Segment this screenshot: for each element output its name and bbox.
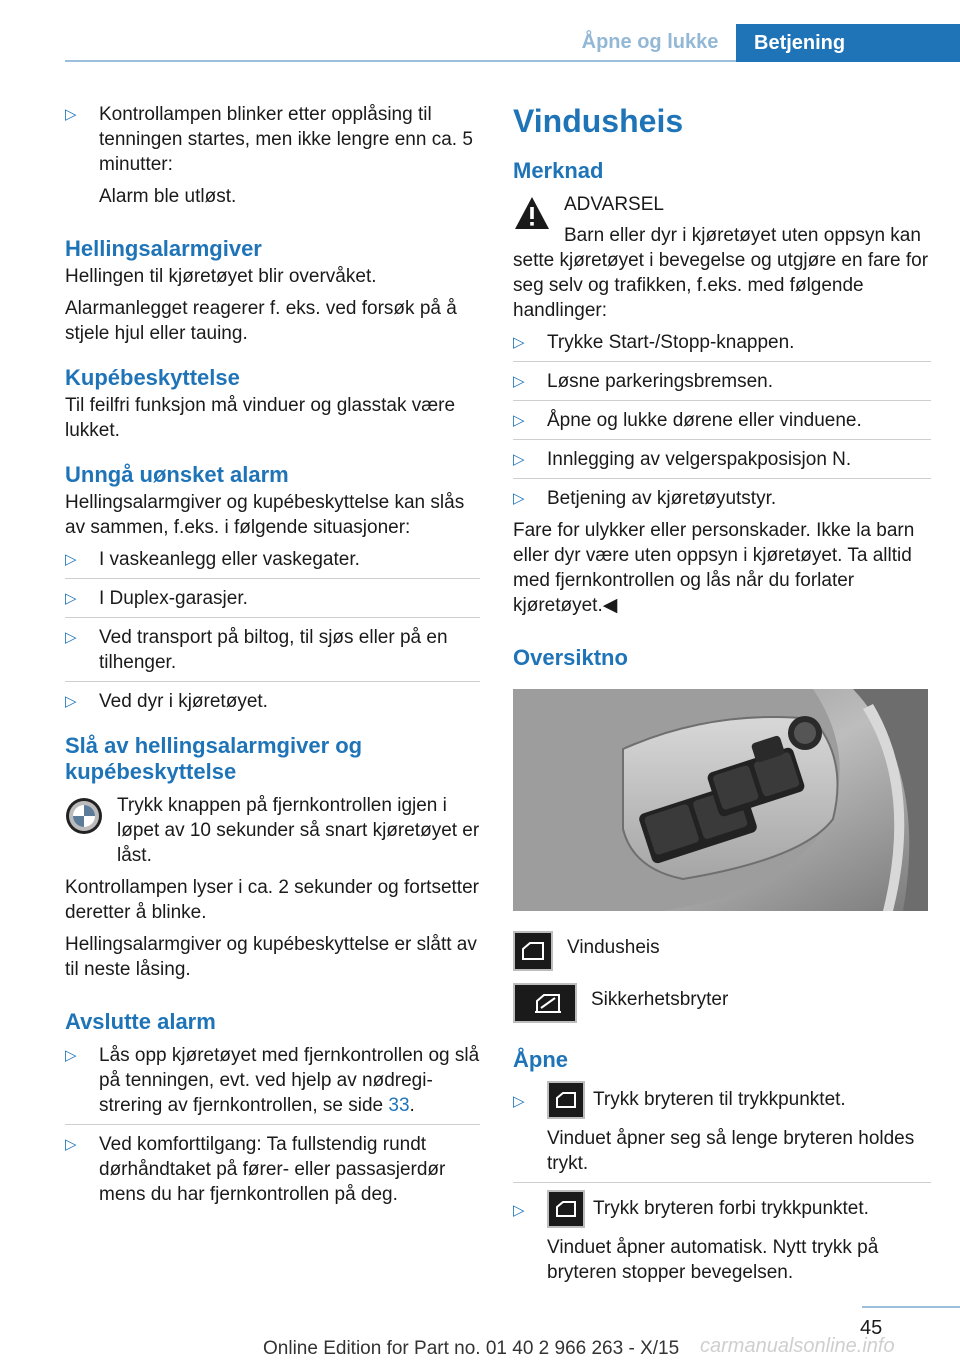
- paragraph: Hellingsalarmgiver og kupébeskyttelse er slått av til neste låsing.: [65, 934, 477, 980]
- triangle-bullet-icon: ▷: [65, 590, 77, 607]
- list-item: [65, 1043, 480, 1125]
- list-item-text: Kontrollampen blinker etter opplåsing til tenningen startes, men ikke lengre enn ca. 5 minutter:: [99, 104, 473, 175]
- door-switch-photo: [513, 689, 928, 911]
- list-item-sub: Vinduet åpner seg så lenge bryteren holdes trykt.: [547, 1128, 915, 1174]
- triangle-bullet-icon: ▷: [65, 629, 77, 646]
- avoid-list: [65, 547, 480, 714]
- window-lift-title: Vindusheis: [513, 103, 684, 139]
- list-item-text: I vaskeanlegg eller vaskegater.: [99, 549, 360, 570]
- list-item-text: Lås opp kjøretøyet med fjernkontrollen og slå på tenningen, evt. ved hjelp av nødregistrering av fjernkontrollen, se side: [99, 1045, 480, 1116]
- list-item: [513, 447, 931, 479]
- list-item-text: Ved dyr i kjøretøyet.: [99, 691, 268, 712]
- footer-rule: [862, 1306, 960, 1308]
- logo-paragraph: [65, 793, 480, 868]
- list-item: [65, 586, 480, 618]
- triangle-bullet-icon: ▷: [513, 334, 525, 351]
- watermark: carmanualsonline.info: [700, 1335, 895, 1357]
- list-item: [513, 486, 931, 511]
- page-number: 45: [860, 1317, 883, 1339]
- warning-list: [513, 330, 931, 511]
- window-open-icon: [547, 1081, 585, 1119]
- paragraph: Hellingen til kjøretøyet blir overvåket.: [65, 266, 377, 287]
- list-item-text: Trykk bryteren til trykkpunktet.: [593, 1089, 846, 1111]
- triangle-bullet-icon: ▷: [513, 451, 525, 468]
- left-column: [65, 102, 480, 1214]
- bmw-logo-icon: [65, 797, 103, 835]
- header-chapter-tab[interactable]: Betjening: [736, 24, 960, 62]
- list-item: [513, 1081, 931, 1183]
- end-alarm-list: [65, 1043, 480, 1207]
- list-item-text: I Duplex-garasjer.: [99, 588, 248, 609]
- list-item-text: Åpne og lukke dørene eller vinduene.: [547, 410, 862, 431]
- list-item-sub: Alarm ble utløst.: [99, 186, 237, 207]
- list-item: [65, 102, 480, 209]
- triangle-bullet-icon: ▷: [65, 693, 77, 710]
- paragraph-text: Trykk knappen på fjernkontrollen igjen i løpet av 10 sekunder så snart kjøretøyet er låst.: [117, 795, 480, 866]
- legend-row-window-lift: [513, 931, 931, 971]
- triangle-bullet-icon: ▷: [513, 490, 525, 507]
- cabin-protection-heading: Kupébeskyttelse: [65, 365, 240, 390]
- triangle-bullet-icon: ▷: [65, 106, 77, 123]
- edition-text: Online Edition for Part no. 01 40 2 966 263 - X/15: [263, 1338, 680, 1359]
- note-heading: Merknad: [513, 158, 604, 183]
- triangle-bullet-icon: ▷: [65, 1136, 77, 1153]
- safety-switch-icon: [513, 983, 577, 1023]
- list-item-text: Ved transport på biltog, til sjøs eller på en tilhenger.: [99, 627, 448, 673]
- triangle-bullet-icon: ▷: [513, 373, 525, 390]
- list-item-text: Løsne parkeringsbremsen.: [547, 371, 773, 392]
- warning-label: ADVARSEL: [564, 194, 664, 215]
- right-column: [513, 102, 931, 1292]
- list-item-sub: Vinduet åpner automatisk. Nytt trykk på bryteren stopper bevegelsen.: [547, 1237, 879, 1283]
- legend-row-safety-switch: [513, 983, 931, 1023]
- intro-list: [65, 102, 480, 209]
- warning-icon: [513, 194, 551, 232]
- tilt-alarm-heading: Hellingsalarmgiver: [65, 236, 262, 261]
- open-list: [513, 1081, 931, 1285]
- triangle-bullet-icon: ▷: [513, 1202, 525, 1219]
- triangle-bullet-icon: ▷: [513, 412, 525, 429]
- window-open-auto-icon: [547, 1190, 585, 1228]
- triangle-bullet-icon: ▷: [65, 1047, 77, 1064]
- list-item: [65, 689, 480, 714]
- warning-end: Fare for ulykker eller personskader. Ikke la barn eller dyr være uten oppsyn i kjøretøyet. Ta alltid med fjernkontrollen og lås når du forlater kjøretøyet.◀: [513, 520, 915, 616]
- paragraph: Til feilfri funksjon må vinduer og glasstak være lukket.: [65, 395, 456, 441]
- legend-label: Vindusheis: [567, 937, 660, 958]
- header-section-tab[interactable]: Åpne og lukke: [581, 31, 719, 53]
- paragraph: Alarmanlegget reagerer f. eks. ved forsøk på å stjele hjul eller tauing.: [65, 298, 457, 344]
- list-item: [513, 369, 931, 401]
- end-alarm-heading: Avslutte alarm: [65, 1009, 216, 1034]
- open-heading: Åpne: [513, 1047, 568, 1072]
- list-item: [65, 1132, 480, 1207]
- window-lift-icon: [513, 931, 553, 971]
- list-item: [65, 625, 480, 682]
- avoid-alarm-heading: Unngå uønsket alarm: [65, 462, 289, 487]
- list-item-text: Betjening av kjøretøyutstyr.: [547, 488, 777, 509]
- triangle-bullet-icon: ▷: [65, 551, 77, 568]
- overview-heading: Oversiktno: [513, 645, 628, 670]
- warning-text-body: Barn eller dyr i kjøretøyet uten oppsyn kan sette kjøretøyet i bevegelse og utgjøre en fare for seg selv og trafikken, f.eks. med følgende handlinger:: [513, 225, 929, 321]
- list-item-text: .: [409, 1095, 415, 1116]
- list-item: [65, 547, 480, 579]
- list-item-text: Trykk bryteren forbi trykkpunktet.: [593, 1198, 869, 1220]
- warning-block: [513, 192, 931, 240]
- list-item-text: Trykke Start-/Stopp-knappen.: [547, 332, 795, 353]
- page-link[interactable]: 33: [388, 1095, 410, 1116]
- list-item-text: Innlegging av velgerspakposisjon N.: [547, 449, 852, 470]
- disable-alarm-heading: Slå av hellingsalarmgiver og kupébeskyttelse: [65, 733, 363, 784]
- page-footer: [0, 1302, 960, 1362]
- triangle-bullet-icon: ▷: [513, 1093, 525, 1110]
- list-item-text: Ved komforttilgang: Ta fullstendig rundt dørhåndtaket på fører- eller passasjerdør mens du har fjernkontrollen på deg.: [99, 1134, 446, 1205]
- list-item: [513, 408, 931, 440]
- legend-label: Sikkerhetsbryter: [591, 989, 729, 1010]
- paragraph: Hellingsalarmgiver og kupébeskyttelse kan slås av sammen, f.eks. i følgende situasjoner:: [65, 492, 465, 538]
- list-item: [513, 330, 931, 362]
- list-item: [513, 1190, 931, 1285]
- paragraph: Kontrollampen lyser i ca. 2 sekunder og fortsetter deretter å blinke.: [65, 877, 479, 923]
